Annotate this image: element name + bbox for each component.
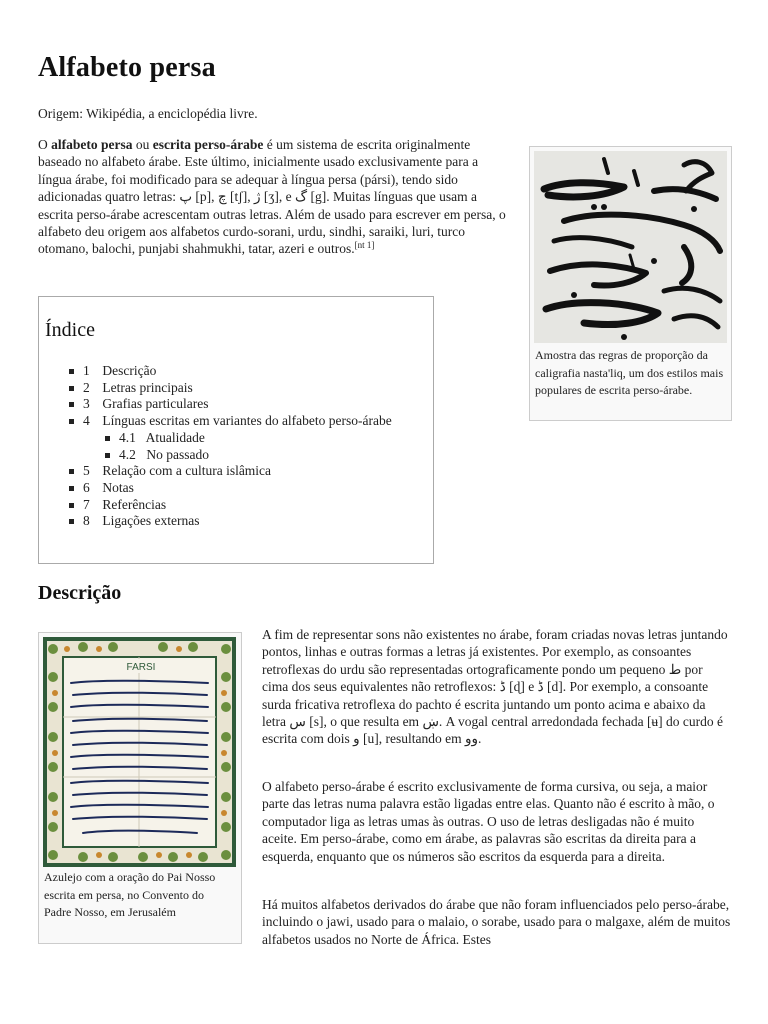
toc-num: 6: [83, 479, 90, 495]
table-of-contents: [38, 296, 434, 564]
toc-label: Ligações externas: [102, 513, 200, 529]
toc-item-descricao[interactable]: [69, 363, 429, 380]
calligraphy-figure: [529, 146, 732, 421]
toc-label: Línguas escritas em variantes do alfabeto perso-árabe: [102, 413, 392, 429]
toc-label: Relação com a cultura islâmica: [102, 463, 272, 479]
toc-item-passado[interactable]: [105, 447, 429, 464]
calligraphy-drawing: [534, 151, 727, 343]
tile-image[interactable]: [43, 637, 236, 867]
intro-text-3: é um sistema de escrita originalmente baseado no alfabeto árabe. Este último, inicialmente usado exclusivamente para a língua árabe, foi modificado para se adequar à língua persa (pársi), tendo sido adicionadas quatro letras: پ [p], چ [tʃ], ژ [ʒ], e گ [g]. Muitas línguas que usam a escrita perso-árabe acrescentam outras letras. Além de usado para escrever em persa, o alfabeto deu origem aos alfabetos curdo-sorani, urdu, sindhi, saraiki, luri, turco otomano, balochi, punjabi shahmukhi, tatar, azeri e outros.: [38, 137, 506, 257]
toc-num: 4.2: [119, 446, 136, 462]
toc-list: [69, 363, 429, 530]
toc-item-letras[interactable]: [69, 380, 429, 397]
paragraph-text: Há muitos alfabetos derivados do árabe que não foram influenciados pelo perso-árabe, incluindo o jawi, usado para o malaio, o sorabe, usado para o malgaxe, além de muitos alfabetos usados no Norte de África. Estes: [262, 897, 731, 947]
toc-label: Grafias particulares: [102, 396, 209, 412]
toc-num: 4: [83, 413, 90, 429]
toc-label: Referências: [102, 496, 167, 512]
toc-label: Atualidade: [145, 429, 205, 445]
intro-bold-1: alfabeto persa: [51, 137, 133, 152]
origin-line: Origem: Wikipédia, a enciclopédia livre.: [38, 106, 258, 121]
footnote-link[interactable]: [nt 1]: [354, 240, 375, 251]
toc-item-relacao[interactable]: [69, 463, 429, 480]
toc-num: 8: [83, 513, 90, 529]
paragraph-text: O alfabeto perso-árabe é escrito exclusivamente de forma cursiva, ou seja, a maior parte das letras numa palavra estão ligadas entre elas. Quanto não é escrito à mão, o computador liga as letras umas às outras. O uso de letras desligadas não é muito aceite. Em perso-árabe, como em árabe, as palavras são escritas da direita para a esquerda, enquanto que os números são escritos da esquerda para a direita.: [262, 779, 715, 864]
toc-num: 5: [83, 463, 90, 479]
tile-drawing: [43, 637, 236, 867]
toc-item-notas[interactable]: [69, 480, 429, 497]
toc-num: 4.1: [119, 429, 136, 445]
toc-item-linguas[interactable]: [69, 413, 429, 463]
calligraphy-caption: Amostra das regras de proporção da caligrafia nasta'liq, um dos estilos mais populares de escrita perso-árabe.: [535, 348, 724, 397]
toc-num: 3: [83, 396, 90, 412]
intro-text-1: O: [38, 137, 52, 152]
page-title: Alfabeto persa: [38, 52, 216, 83]
toc-item-referencias[interactable]: [69, 497, 429, 514]
toc-num: 1: [83, 363, 90, 378]
toc-num: 7: [83, 496, 90, 512]
calligraphy-image[interactable]: [534, 151, 727, 343]
tile-label: FARSI: [126, 662, 156, 673]
intro-paragraph: [38, 136, 510, 258]
toc-label: Letras principais: [102, 379, 193, 395]
toc-item-grafias[interactable]: [69, 396, 429, 413]
description-paragraph-2: [262, 778, 732, 865]
toc-num: 2: [83, 379, 90, 395]
paragraph-text: A fim de representar sons não existentes no árabe, foram criadas novas letras juntando pontos, linhas e outras formas a letras já existentes. Por exemplo, as consoantes retroflexas do urdu são representadas ortograficamente pondo um pequeno ط por cima dos seus equivalentes não retroflexos: ڈ [ɖ] e ڈ [d]. Por exemplo, a consoante surda fricativa retroflexa do pachto é escrita juntando um ponto acima e abaixo da letra س [s], o que resulta em ښ. A vogal central arredondada fechada [ʉ] do curdo é escrita com dois و [u], resultando em وو.: [262, 627, 728, 747]
description-paragraph-3: [262, 896, 732, 948]
toc-item-atualidade[interactable]: [105, 430, 429, 447]
toc-label: No passado: [146, 446, 209, 462]
tile-caption: Azulejo com a oração do Pai Nosso escrita em persa, no Convento do Padre Nosso, em Jerusalém: [44, 870, 216, 919]
tile-figure: [38, 632, 242, 944]
intro-bold-2: escrita perso-árabe: [152, 137, 264, 152]
toc-item-ligacoes[interactable]: [69, 513, 429, 530]
toc-label: Notas: [102, 479, 134, 495]
description-paragraph-1: [262, 626, 732, 748]
toc-label: Descrição: [102, 363, 157, 378]
toc-title: Índice: [45, 319, 95, 341]
intro-text-2: ou: [132, 137, 153, 152]
toc-sublist: [83, 430, 429, 463]
section-heading-descricao: Descrição: [38, 582, 122, 604]
